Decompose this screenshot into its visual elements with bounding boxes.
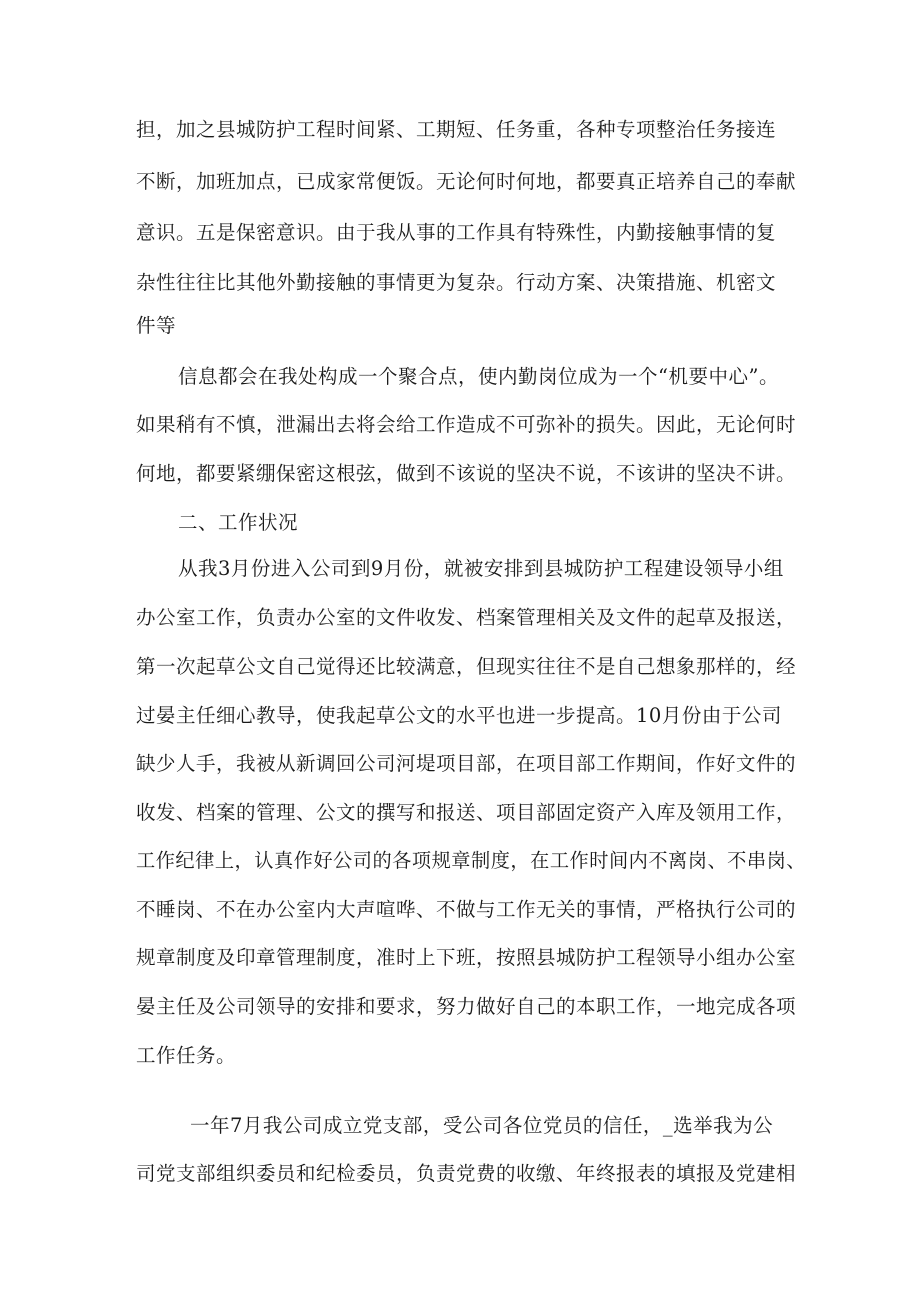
text-line: 第一次起草公文自己觉得还比较满意，但现实往往不是自己想象那样的，经 bbox=[136, 655, 797, 678]
text-line: 担，加之县城防护工程时间紧、工期短、任务重，各种专项整治任务接连 bbox=[136, 118, 777, 141]
text-line: 晏主任及公司领导的安排和要求，努力做好自己的本职工作，一地完成各项 bbox=[136, 995, 797, 1018]
text-line: 规章制度及印章管理制度，准时上下班，按照县城防护工程领导小组办公室 bbox=[136, 946, 797, 969]
text-line: 件等 bbox=[136, 314, 177, 337]
text-line: 杂性往往比其他外勤接触的事情更为复杂。行动方案、决策措施、机密文 bbox=[136, 271, 777, 294]
paragraph-first-line: 从我3月份进入公司到9月份，就被安排到县城防护工程建设领导小组 bbox=[178, 557, 784, 580]
text-line: 工作任务。 bbox=[136, 1044, 237, 1067]
text-line: 不睡岗、不在办公室内大声喧哗、不做与工作无关的事情，严格执行公司的 bbox=[136, 898, 797, 921]
text-line: 收发、档案的管理、公文的撰写和报送、项目部固定资产入库及领用工作， bbox=[136, 801, 797, 824]
section-heading: 二、工作状况 bbox=[178, 511, 299, 534]
text-line: 办公室工作，负责办公室的文件收发、档案管理相关及文件的起草及报送， bbox=[136, 606, 797, 629]
text-line: 缺少人手，我被从新调回公司河堤项目部，在项目部工作期间，作好文件的 bbox=[136, 752, 797, 775]
text-line: 何地，都要紧绷保密这根弦，做到不该说的坚决不说，不该讲的坚决不讲。 bbox=[136, 462, 797, 485]
paragraph-first-line: 一年7月我公司成立党支部，受公司各位党员的信任，_选举我为公 bbox=[190, 1114, 774, 1137]
text-line: 过晏主任细心教导，使我起草公文的水平也进一步提高。10月份由于公司 bbox=[136, 704, 782, 727]
paragraph-first-line: 信息都会在我处构成一个聚合点，使内勤岗位成为一个“机要中心”。 bbox=[178, 365, 779, 388]
text-line: 意识。五是保密意识。由于我从事的工作具有特殊性，内勤接触事情的复 bbox=[136, 221, 777, 244]
text-line: 不断，加班加点，已成家常便饭。无论何时何地，都要真正培养自己的奉献 bbox=[136, 170, 797, 193]
text-line: 司党支部组织委员和纪检委员，负责党费的收缴、年终报表的填报及党建相 bbox=[136, 1162, 797, 1185]
text-line: 如果稍有不慎，泄漏出去将会给工作造成不可弥补的损失。因此，无论何时 bbox=[136, 413, 797, 436]
text-line: 工作纪律上，认真作好公司的各项规章制度，在工作时间内不离岗、不串岗、 bbox=[136, 849, 807, 872]
